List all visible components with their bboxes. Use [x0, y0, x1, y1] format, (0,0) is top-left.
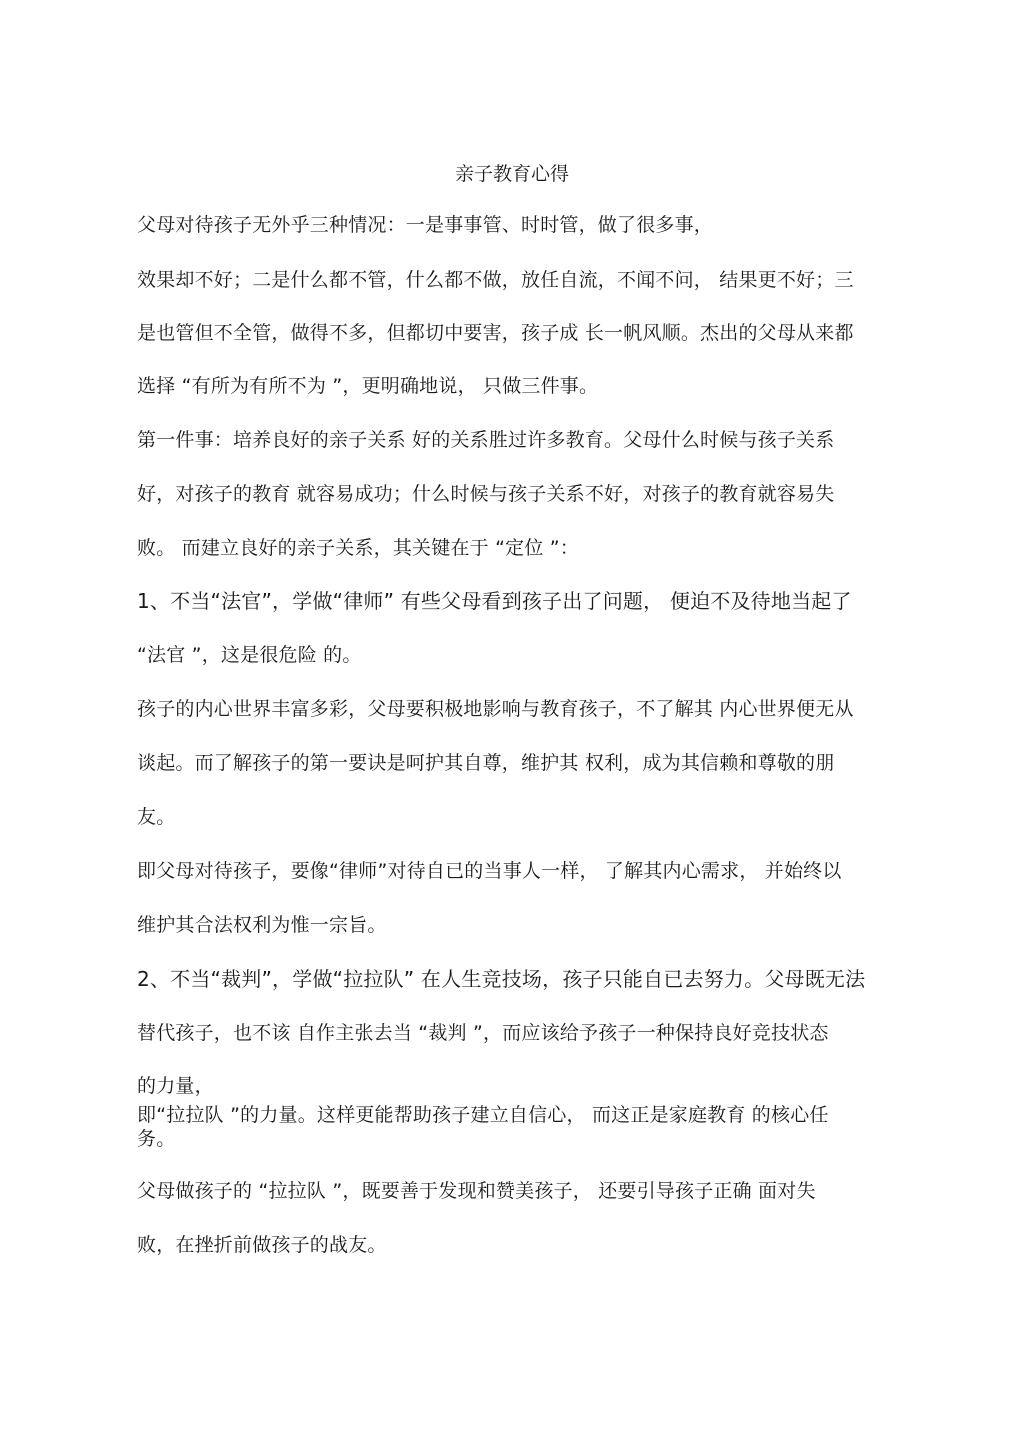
- text-line: 父母做孩子的 “拉拉队 ”，既要善于发现和赞美孩子， 还要引导孩子正确 面对失: [137, 1180, 816, 1202]
- text-line: 维护其合法权利为惟一宗旨。: [137, 914, 387, 936]
- text-line: 选择 “有所为有所不为 ”，更明确地说， 只做三件事。: [137, 375, 599, 397]
- text-line: 父母对待孩子无外乎三种情况：一是事事管、时时管，做了很多事，: [137, 214, 714, 236]
- text-line: 败。 而建立良好的亲子关系，其关键在于 “定位 ”：: [137, 537, 580, 559]
- text-line: 即“拉拉队 ”的力量。这样更能帮助孩子建立自信心， 而这正是家庭教育 的核心任: [137, 1104, 829, 1126]
- text-line: 好，对孩子的教育 就容易成功；什么时候与孩子关系不好，对孩子的教育就容易失: [137, 483, 835, 505]
- text-line: 效果却不好；二是什么都不管，什么都不做，放任自流，不闻不问， 结果更不好；三: [137, 269, 854, 291]
- text-line: 败，在挫折前做孩子的战友。: [137, 1234, 387, 1256]
- text-line: 1、不当“法官”，学做“律师” 有些父母看到孩子出了问题， 便迫不及待地当起了: [137, 589, 852, 613]
- text-line: 谈起。而了解孩子的第一要诀是呵护其自尊，维护其 权利，成为其信赖和尊敬的朋: [137, 752, 835, 774]
- text-line: 是也管但不全管，做得不多，但都切中要害，孩子成 长一帆风顺。杰出的父母从来都: [137, 322, 854, 344]
- text-line: 即父母对待孩子，要像“律师”对待自已的当事人一样， 了解其内心需求， 并始终以: [137, 860, 842, 882]
- text-line: 第一件事：培养良好的亲子关系 好的关系胜过许多教育。父母什么时候与孩子关系: [137, 429, 835, 451]
- text-line: 的力量，: [137, 1075, 214, 1097]
- text-line: 友。: [137, 806, 176, 828]
- document-title: 亲子教育心得: [454, 163, 569, 185]
- text-line: 替代孩子，也不该 自作主张去当 “裁判 ”，而应该给予孩子一种保持良好竞技状态: [137, 1022, 829, 1044]
- text-line: 务。: [137, 1128, 176, 1150]
- text-line: 2、不当“裁判”，学做“拉拉队” 在人生竞技场，孩子只能自已去努力。父母既无法: [137, 967, 866, 991]
- text-line: “法官 ”，这是很危险 的。: [137, 644, 362, 666]
- text-line: 孩子的内心世界丰富多彩，父母要积极地影响与教育孩子，不了解其 内心世界便无从: [137, 698, 854, 720]
